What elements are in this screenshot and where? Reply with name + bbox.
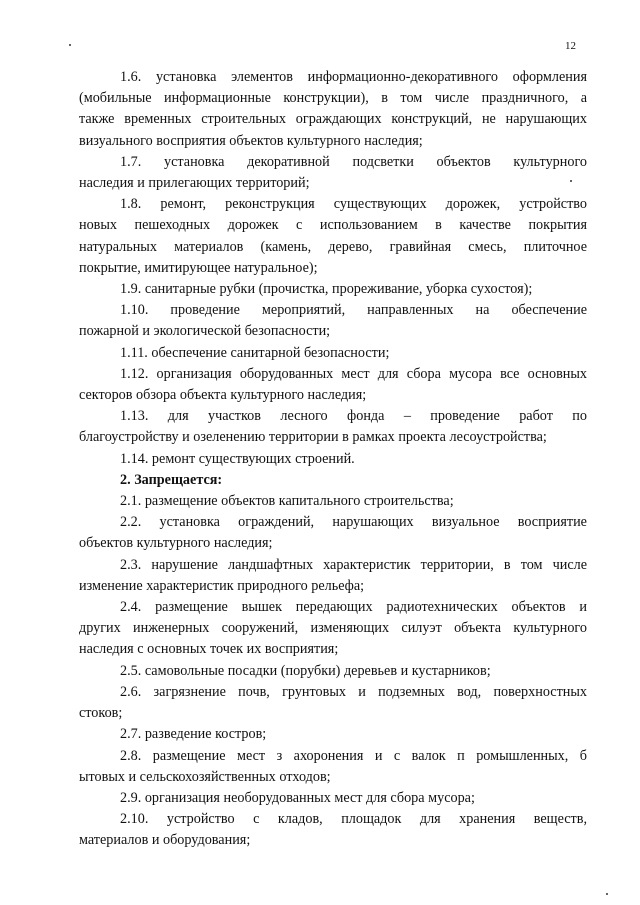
paragraph-line: 1.10. проведение мероприятий, направленных на обеспечение bbox=[120, 302, 587, 319]
allowed-item bbox=[79, 152, 587, 194]
paragraph-line: 2.9. организация необорудованных мест для сбора мусора; bbox=[120, 789, 475, 806]
paragraph-line: также временных строительных ограждающих конструкций, не нарушающих bbox=[79, 111, 587, 128]
allowed-item bbox=[79, 300, 587, 342]
paragraph-line: 1.8. ремонт, реконструкция существующих дорожек, устройство bbox=[120, 196, 587, 213]
paragraph-line: материалов и оборудования; bbox=[79, 832, 251, 849]
paragraph-line: изменение характеристик природного рельефа; bbox=[79, 577, 365, 594]
allowed-item bbox=[79, 67, 587, 152]
prohibited-item bbox=[79, 724, 587, 745]
paragraph-line: 2.2. установка ограждений, нарушающих визуальное восприятие bbox=[120, 514, 587, 531]
prohibited-item bbox=[79, 682, 587, 724]
paragraph-line: 2.3. нарушение ландшафтных характеристик территории, в том числе bbox=[120, 556, 587, 573]
paragraph-line: 1.12. организация оборудованных мест для сбора мусора все основных bbox=[120, 365, 587, 382]
paragraph-line: объектов культурного наследия; bbox=[79, 535, 273, 552]
paragraph-line: 2.6. загрязнение почв, грунтовых и подземных вод, поверхностных bbox=[120, 683, 587, 700]
allowed-item bbox=[79, 343, 587, 364]
allowed-item bbox=[79, 406, 587, 448]
paragraph-line: стоков; bbox=[79, 705, 123, 722]
paragraph-line: 1.6. установка элементов информационно-декоративного оформления bbox=[120, 69, 587, 85]
prohibited-item bbox=[79, 512, 587, 554]
document-body bbox=[79, 67, 587, 852]
paragraph-line: других инженерных сооружений, изменяющих силуэт объекта культурного bbox=[79, 620, 587, 637]
paragraph-line: 1.11. обеспечение санитарной безопасности; bbox=[120, 344, 390, 361]
prohibited-item bbox=[79, 597, 587, 661]
paragraph-line: (мобильные информационные конструкции), в том числе праздничного, а bbox=[79, 90, 587, 107]
paragraph-line: визуального восприятия объектов культурного наследия; bbox=[79, 132, 423, 149]
prohibited-item bbox=[79, 746, 587, 788]
paragraph-line: наследия с основных точек их восприятия; bbox=[79, 641, 339, 658]
paragraph-line: наследия и прилегающих территорий; bbox=[79, 175, 310, 192]
allowed-item bbox=[79, 279, 587, 300]
prohibited-item bbox=[79, 555, 587, 597]
paragraph-line: пожарной и экологической безопасности; bbox=[79, 323, 331, 340]
prohibited-item bbox=[79, 809, 587, 851]
prohibited-item bbox=[79, 661, 587, 682]
prohibited-item bbox=[79, 788, 587, 809]
paragraph-line: 1.13. для участков лесного фонда – проведение работ по bbox=[120, 408, 587, 425]
paragraph-line: 2.4. размещение вышек передающих радиотехнических объектов и bbox=[120, 599, 587, 616]
prohibited-item bbox=[79, 491, 587, 512]
allowed-items-list bbox=[79, 67, 587, 470]
prohibited-items-list bbox=[79, 491, 587, 851]
scan-speck bbox=[69, 44, 71, 46]
allowed-item bbox=[79, 449, 587, 470]
paragraph-line: благоустройству и озеленению территории в рамках проекта лесоустройства; bbox=[79, 429, 547, 446]
allowed-item bbox=[79, 364, 587, 406]
paragraph-line: ытовых и сельскохозяйственных отходов; bbox=[79, 768, 331, 785]
paragraph-line: 1.9. санитарные рубки (прочистка, прореживание, уборка сухостоя); bbox=[120, 281, 533, 298]
paragraph-line: 1.7. установка декоративной подсветки объектов культурного bbox=[120, 153, 587, 170]
paragraph-line: 2.5. самовольные посадки (порубки) деревьев и кустарников; bbox=[120, 662, 491, 679]
paragraph-line: 2.8. размещение мест з ахоронения и с валок п ромышленных, б bbox=[120, 747, 587, 764]
paragraph-line: новых пешеходных дорожек с использованием в качестве покрытия bbox=[79, 217, 587, 234]
paragraph-line: 1.14. ремонт существующих строений. bbox=[120, 450, 355, 467]
paragraph-line: 2.10. устройство с кладов, площадок для хранения веществ, bbox=[120, 811, 587, 828]
scan-speck bbox=[606, 893, 608, 895]
paragraph-line: секторов обзора объекта культурного наследия; bbox=[79, 387, 367, 404]
paragraph-line: 2.7. разведение костров; bbox=[120, 726, 267, 743]
allowed-item bbox=[79, 194, 587, 279]
paragraph-line: покрытие, имитирующее натуральное); bbox=[79, 259, 318, 276]
paragraph-line: натуральных материалов (камень, дерево, гравийная смесь, плиточное bbox=[79, 238, 587, 255]
paragraph-line: 2.1. размещение объектов капитального строительства; bbox=[120, 493, 454, 510]
page-number: 12 bbox=[565, 40, 576, 52]
section-heading: 2. Запрещается: bbox=[120, 471, 223, 488]
